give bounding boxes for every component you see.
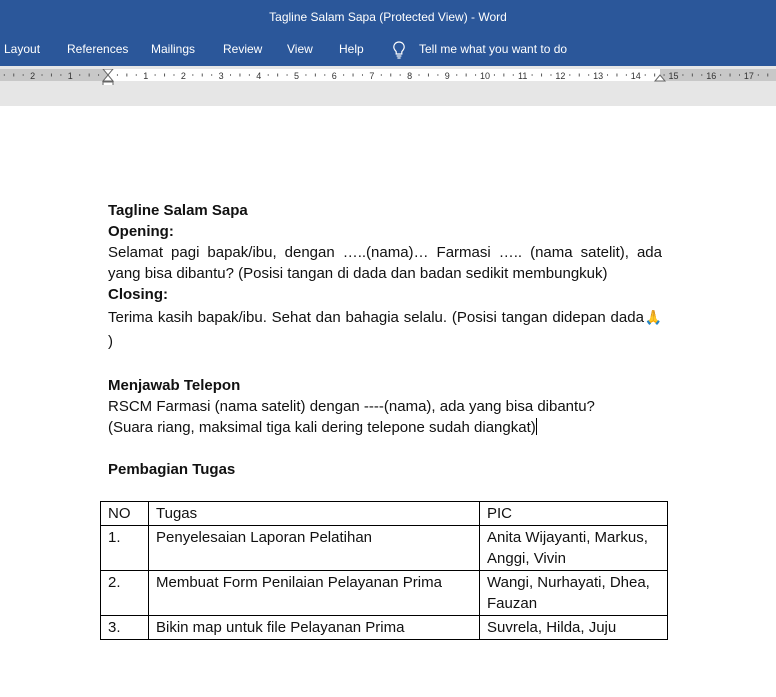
document-body[interactable] <box>108 200 662 480</box>
table-cell-pic[interactable]: Wangi, Nurhayati, Dhea, Fauzan <box>480 571 668 616</box>
tab-review[interactable]: Review <box>223 42 263 56</box>
text-cursor <box>536 418 537 435</box>
ruler-label: 1 <box>67 71 73 81</box>
tell-me-search[interactable]: Tell me what you want to do <box>419 42 568 56</box>
table-row <box>101 616 668 640</box>
table-cell-tugas[interactable]: Penyelesaian Laporan Pelatihan <box>149 526 480 571</box>
folded-hands-icon: 🙏 <box>643 309 662 325</box>
ribbon-tabs <box>0 36 776 66</box>
window-title: Tagline Salam Sapa (Protected View) - Word <box>269 10 507 24</box>
lightbulb-icon <box>392 40 406 60</box>
header-cell-no[interactable]: NO <box>101 502 149 526</box>
blank-line <box>108 354 662 375</box>
telepon-heading: Menjawab Telepon <box>108 377 241 394</box>
telepon-line-1: RSCM Farmasi (nama satelit) dengan ----(nama), ada yang bisa dibantu? <box>108 398 595 415</box>
table-cell-pic[interactable]: Suvrela, Hilda, Juju <box>480 616 668 640</box>
document-heading: Tagline Salam Sapa <box>108 202 248 219</box>
table-header-row <box>101 502 668 526</box>
ruler-label: 11 <box>518 71 528 81</box>
ruler-label: 14 <box>630 71 641 81</box>
table-row <box>101 526 668 571</box>
ruler-label: 3 <box>218 71 224 81</box>
blank-line <box>108 438 662 459</box>
closing-text: Terima kasih bapak/ibu. Sehat dan bahagia selalu. (Posisi tangan didepan dada <box>108 309 644 326</box>
ruler-label: 2 <box>180 71 186 81</box>
ruler-label: 8 <box>407 71 413 81</box>
telepon-line-2 <box>108 417 662 438</box>
left-indent-marker[interactable] <box>103 82 113 85</box>
ruler-label: 7 <box>369 71 375 81</box>
ruler-label: 2 <box>30 71 36 81</box>
table-cell-tugas[interactable]: Membuat Form Penilaian Pelayanan Prima <box>149 571 480 616</box>
ruler-left-margin <box>0 69 108 81</box>
ruler-label: 4 <box>256 71 262 81</box>
header-cell-tugas[interactable]: Tugas <box>149 502 480 526</box>
ruler-label: 1 <box>143 71 149 81</box>
task-table[interactable] <box>100 501 668 640</box>
ruler-area <box>0 66 776 107</box>
telepon-line-2-text: (Suara riang, maksimal tiga kali dering telepone sudah diangkat) <box>108 419 536 436</box>
title-bar <box>0 0 776 36</box>
tab-help[interactable]: Help <box>339 42 364 56</box>
ruler-label: 15 <box>668 71 679 81</box>
closing-paragraph <box>108 305 662 354</box>
ruler-text-area <box>108 69 660 81</box>
table-cell-no[interactable]: 2. <box>101 571 149 616</box>
closing-label: Closing: <box>108 286 168 303</box>
ruler-label: 10 <box>479 71 491 81</box>
closing-end: ) <box>108 333 113 350</box>
header-cell-pic[interactable]: PIC <box>480 502 668 526</box>
ruler-label: 16 <box>706 71 717 81</box>
tab-references[interactable]: References <box>67 42 129 56</box>
table-cell-no[interactable]: 3. <box>101 616 149 640</box>
tugas-heading: Pembagian Tugas <box>108 461 236 478</box>
ruler-label: 13 <box>593 71 604 81</box>
tab-layout[interactable]: Layout <box>4 42 41 56</box>
table-cell-tugas[interactable]: Bikin map untuk file Pelayanan Prima <box>149 616 480 640</box>
ruler-label: 9 <box>444 71 450 81</box>
ruler-label: 12 <box>555 71 566 81</box>
document-page[interactable] <box>0 106 776 697</box>
opening-paragraph: Selamat pagi bapak/ibu, dengan …..(nama)… Farmasi ….. (nama satelit), ada yang bisa dibantu? (Posisi tangan di dada dan badan sedikit membungkuk) <box>108 244 662 282</box>
opening-label: Opening: <box>108 223 174 240</box>
table-cell-no[interactable]: 1. <box>101 526 149 571</box>
ruler-label: 17 <box>743 71 754 81</box>
ruler-label: 5 <box>293 71 300 81</box>
ruler-label: 6 <box>331 71 337 81</box>
tab-view[interactable]: View <box>287 42 313 56</box>
table-cell-pic[interactable]: Anita Wijayanti, Markus, Anggi, Vivin <box>480 526 668 571</box>
horizontal-ruler[interactable] <box>0 69 776 85</box>
table-row <box>101 571 668 616</box>
tab-mailings[interactable]: Mailings <box>151 42 196 56</box>
